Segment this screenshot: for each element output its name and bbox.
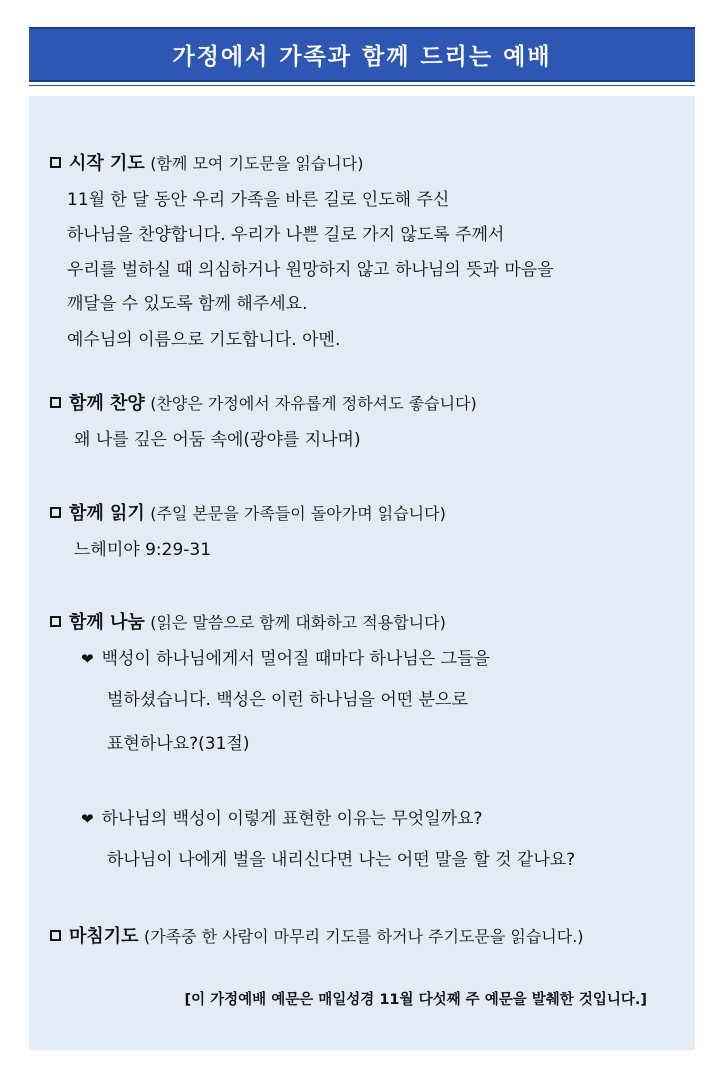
question-line: 표현하나요?(31절) xyxy=(107,734,250,754)
checkbox-square-icon xyxy=(50,930,61,941)
section-note: (읽은 말씀으로 함께 대화하고 적용합니다) xyxy=(150,613,446,632)
title-underline xyxy=(29,85,695,86)
section-note: (찬양은 가정에서 자유롭게 정하셔도 좋습니다) xyxy=(150,394,477,413)
question-2 xyxy=(81,808,482,830)
section-title: 마침기도 xyxy=(69,926,139,947)
checkbox-square-icon xyxy=(50,507,61,518)
prayer-line: 예수님의 이름으로 기도합니다. 아멘. xyxy=(67,330,341,350)
section-note: (가족중 한 사람이 마무리 기도를 하거나 주기도문을 읽습니다.) xyxy=(143,927,584,946)
title-banner xyxy=(29,27,695,82)
heart-icon: ❤ xyxy=(81,810,94,828)
checkbox-square-icon xyxy=(50,157,61,168)
page-title: 가정에서 가족과 함께 드리는 예배 xyxy=(172,44,552,70)
checkbox-square-icon xyxy=(50,397,61,408)
prayer-line: 하나님을 찬양합니다. 우리가 나쁜 길로 가지 않도록 주께서 xyxy=(67,225,505,245)
section-title: 함께 나눔 xyxy=(69,612,145,633)
question-line: 벌하셨습니다. 백성은 이런 하나님을 어떤 분으로 xyxy=(107,690,468,710)
question-line: 백성이 하나님에게서 멀어질 때마다 하나님은 그들을 xyxy=(101,649,490,669)
prayer-line: 깨달을 수 있도록 함께 해주세요. xyxy=(67,294,308,314)
scripture-reference: 느헤미야 9:29-31 xyxy=(74,540,212,560)
prayer-line: 11월 한 달 동안 우리 가족을 바른 길로 인도해 주신 xyxy=(67,190,450,210)
section-title: 함께 읽기 xyxy=(69,503,145,524)
question-1 xyxy=(81,648,490,670)
section-heading-reading xyxy=(50,503,446,525)
section-heading-closing-prayer xyxy=(50,926,584,948)
section-heading-praise xyxy=(50,393,477,415)
heart-icon: ❤ xyxy=(81,650,94,668)
worship-content-panel xyxy=(29,96,695,1050)
question-line: 하나님이 나에게 벌을 내리신다면 나는 어떤 말을 할 것 같나요? xyxy=(107,850,576,870)
section-heading-opening-prayer xyxy=(50,153,363,175)
praise-song: 왜 나를 깊은 어둠 속에(광야를 지나며) xyxy=(74,430,361,450)
section-note: (주일 본문을 가족들이 돌아가며 읽습니다) xyxy=(150,504,446,523)
section-title: 시작 기도 xyxy=(69,153,145,174)
prayer-line: 우리를 벌하실 때 의심하거나 원망하지 않고 하나님의 뜻과 마음을 xyxy=(67,260,554,280)
section-note: (함께 모여 기도문을 읽습니다) xyxy=(150,154,364,173)
question-line: 하나님의 백성이 이렇게 표현한 이유는 무엇일까요? xyxy=(101,809,483,829)
checkbox-square-icon xyxy=(50,616,61,627)
section-title: 함께 찬양 xyxy=(69,393,145,414)
source-note: [이 가정예배 예문은 매일성경 11월 다섯째 주 예문을 발췌한 것입니다.] xyxy=(184,992,647,1008)
section-heading-sharing xyxy=(50,612,446,634)
